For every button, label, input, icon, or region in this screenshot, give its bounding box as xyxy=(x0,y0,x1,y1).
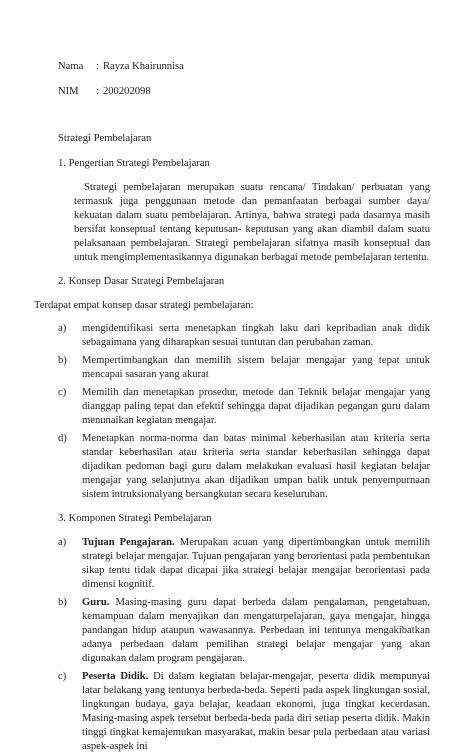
list-marker: b) xyxy=(58,355,67,366)
list-item xyxy=(58,386,430,428)
section-heading: 2. Konsep Dasar Strategi Pembelajaran xyxy=(58,276,225,287)
list-term: Guru. xyxy=(82,597,110,608)
list-item xyxy=(58,536,430,592)
section-konsep-dasar xyxy=(34,275,430,502)
list-description: Merupakan acuan yang dipertimbangkan untuk memilih strategi belajar mengajar. Tujuan pengajaran yang berorientasi pada pembentukan sikap tentu tidak dapat dicapai jika strategi belajar mengajar berorientasi pada dimensi kognitif. xyxy=(82,537,431,590)
name-value: Rayza Khairunnisa xyxy=(102,61,184,72)
list-term: Tujuan Pengajaran. xyxy=(82,537,175,548)
list-text xyxy=(82,596,430,666)
nim-separator: : xyxy=(96,86,99,97)
list-description: Masing-masing guru dapat berbeda dalam pengalaman, pengetahuan, kemampuan dalam menyajikan dan mengaturpelajaran, gaya mengajar, hingga pandangan hidup ataupun wawasannya. Perbedaan ini tentunya mengakibatkan adanya perbedaan dalam pemilihan strategi belajar mengajar yang akan digunakan dalam program pengajaran. xyxy=(82,597,430,664)
list-text: Memilih dan menetapkan prosedur, metode dan Teknik belajar mengajar yang dianggap paling tepat dan efektif sehingga dapat dijadikan pegangan guru dalam menunaikan kegiatan mengajar. xyxy=(82,387,430,426)
list-term: Peserta Didik. xyxy=(82,671,149,682)
list-marker: c) xyxy=(58,671,67,682)
list-text: Menetapkan norma-norma dan batas minimal keberhasilan atau kriteria serta standar keberhasilan atau kriteria serta standar keberhasilan sehingga dapat dijadikan pedoman bagi guru dalam melakukan evaluasi hasil kegiatan belajar mengajar yang selanjutnya akan dijadikan umpan balik untuk penyempurnaan sistem intruksionalyang bersangkutan secara keseluruhan. xyxy=(82,433,430,500)
konsep-list xyxy=(58,322,430,502)
nim-label: NIM xyxy=(58,86,79,97)
section-heading: 1. Pengertian Strategi Pembelajaran xyxy=(58,158,210,169)
document-title: Strategi Pembelajaran xyxy=(58,133,152,144)
nim-row xyxy=(58,85,430,99)
list-marker: c) xyxy=(58,387,67,398)
nim-value: 200202098 xyxy=(102,86,151,97)
list-item xyxy=(58,322,430,350)
list-text xyxy=(82,536,430,592)
list-marker: a) xyxy=(58,537,67,548)
section-intro: Terdapat empat konsep dasar strategi pembelajaran: xyxy=(34,300,254,311)
list-text: mengidentifikasi serta menetapkan tingkah laku dari kepribadian anak didik sebagaimana yang diharapkan sesuai tuntutan dan perubahan zaman. xyxy=(82,323,430,348)
section-paragraph: Strategi pembelajaran merupakan suatu rencana/ Tindakan/ perbuatan yang termasuk juga penggunaan metode dan pemanfaatan berbagai sumber daya/ kekuatan dalam suatu pembelajaran. Artinya, bahwa strategi pada dasarnya masih bersifat konseptual tentang keputusan- keputusan yang akan diambil dalam suatu pelaksanaan pembelajaran. Strategi pembelajaran sifatnya masih konseptual dan untuk mengimplementasikannya digunakan berbagai metode pembelajaran tertentu. xyxy=(74,182,430,263)
list-text: Mempertimbangkan dan memilih sistem belajar mengajar yang tepat untuk mencapai sasaran yang akurat xyxy=(82,355,430,380)
name-label: Nama xyxy=(58,61,84,72)
section-pengertian xyxy=(58,157,430,265)
section-komponen xyxy=(58,512,430,754)
komponen-list xyxy=(58,536,430,754)
list-marker: b) xyxy=(58,597,67,608)
list-item xyxy=(58,596,430,666)
list-item xyxy=(58,432,430,502)
name-separator: : xyxy=(96,61,99,72)
list-marker: a) xyxy=(58,323,67,334)
list-text xyxy=(82,670,430,754)
list-item xyxy=(58,354,430,382)
name-row xyxy=(58,60,430,74)
section-heading: 3. Komponen Strategi Pembelajaran xyxy=(58,513,212,524)
list-marker: d) xyxy=(58,433,67,444)
list-item xyxy=(58,670,430,754)
list-description: Di dalam kegiatan belajar-mengajar, peserta didik mempunyai latar belakang yang tentunya berbeda-beda. Seperti pada aspek lingkungan sosial, lingkungan budaya, gaya belajar, keadaan ekonomi, juga tingkat kecerdasan. Masing-masing aspek tersebut berbeda-beda pada diri setiap peserta didik. Makin tinggi tingkat kemajemukan masyarakat, makin besar pula perbedaan atau variasi aspek-aspek ini xyxy=(82,671,430,752)
